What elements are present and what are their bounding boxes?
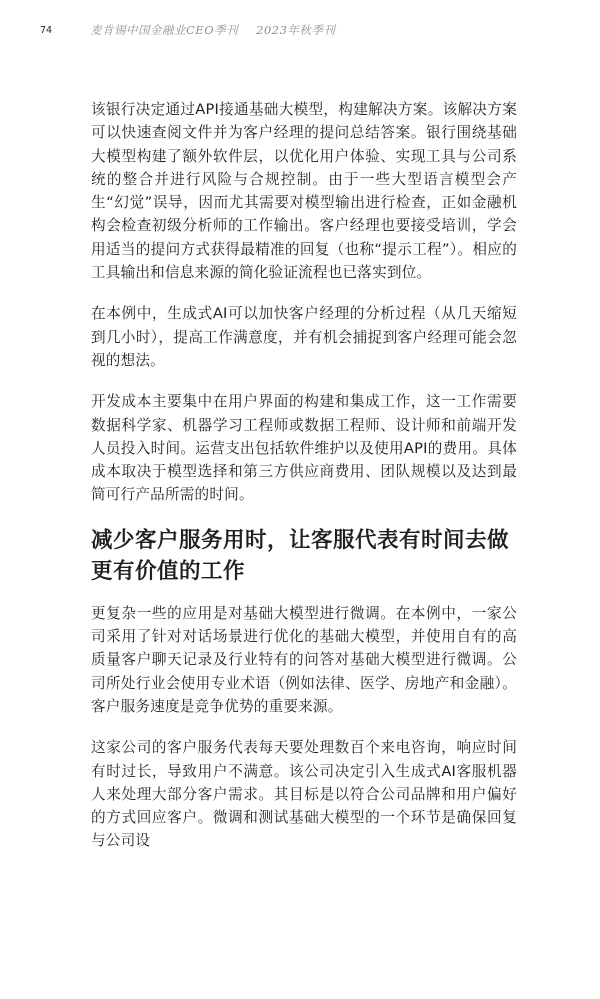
page-number: 74 (40, 24, 53, 36)
issue-label: 2023年秋季刊 (256, 23, 336, 37)
section-heading: 减少客户服务用时，让客服代表有时间去做更有价值的工作 (91, 527, 510, 584)
paragraph-development-cost: 开发成本主要集中在用户界面的构建和集成工作，这一工作需要数据科学家、机器学习工程师或数据工程师、设计师和前端开发人员投入时间。运营支出包括软件维护以及使用API的费用。具体成本取决于模型选择和第三方供应商费用、团队规模以及达到最简可行产品所需的时间。 (91, 393, 517, 504)
page-header (40, 20, 335, 40)
paragraph-customer-service: 这家公司的客户服务代表每天要处理数百个来电咨询，响应时间有时过长，导致用户不满意。该公司决定引入生成式AI客服机器人来处理大部分客户需求。其目标是以符合公司品牌和用户偏好的方式回应客户。微调和测试基础大模型的一个环节是确保回复与公司设 (91, 739, 517, 850)
paragraph-bank-solution: 该银行决定通过API接通基础大模型，构建解决方案。该解决方案可以快速查阅文件并为客户经理的提问总结答案。银行围绕基础大模型构建了额外软件层，以优化用户体验、实现工具与公司系统的整合并进行风险与合规控制。由于一些大型语言模型会产生“幻觉”误导，因而尤其需要对模型输出进行检查，正如金融机构会检查初级分析师的工作输出。客户经理也要接受培训，学会用适当的提问方式获得最精准的回复（也称“提示工程”）。相应的工具输出和信息来源的简化验证流程也已落实到位。 (91, 101, 517, 282)
paragraph-fine-tuning: 更复杂一些的应用是对基础大模型进行微调。在本例中，一家公司采用了针对对话场景进行优化的基础大模型，并使用自有的高质量客户聊天记录及行业特有的问答对基础大模型进行微调。公司所处行业会使用专业术语（例如法律、医学、房地产和金融）。客户服务速度是竞争优势的重要来源。 (91, 604, 517, 715)
article-body (91, 98, 517, 871)
publication-title: 麦肯锡中国金融业CEO季刊 (90, 23, 239, 37)
paragraph-example-benefit: 在本例中，生成式AI可以加快客户经理的分析过程（从几天缩短到几小时），提高工作满意度，并有机会捕捉到客户经理可能会忽视的想法。 (91, 305, 517, 369)
